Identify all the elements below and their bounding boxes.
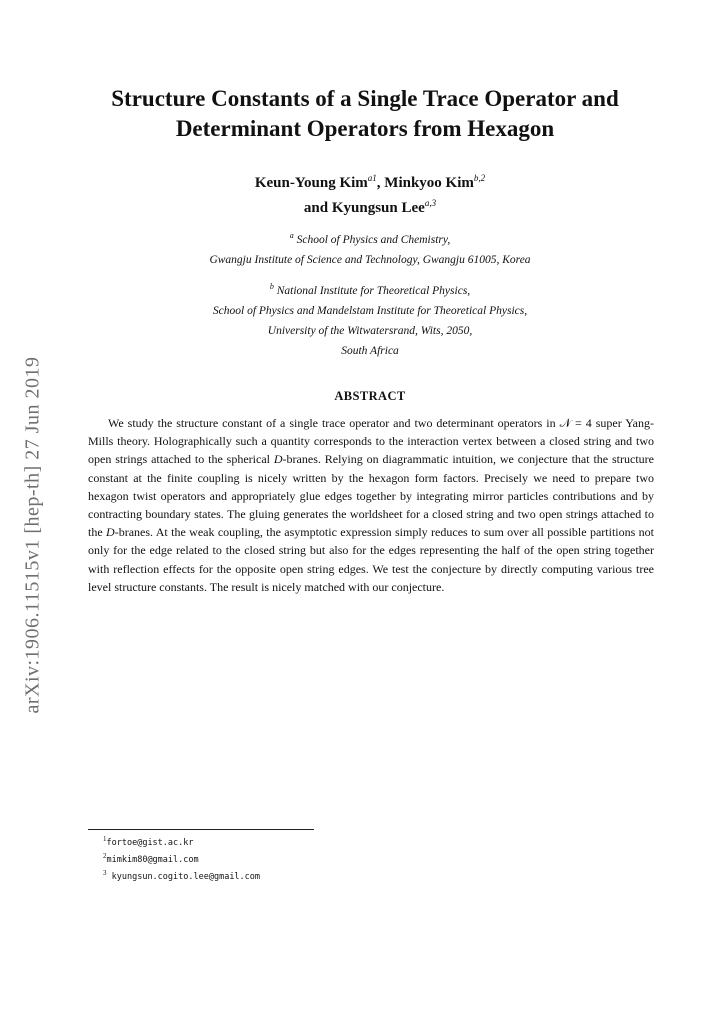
abstract-body [88, 414, 654, 596]
affiliation-line: School of Physics and Chemistry, [296, 233, 451, 246]
abstract-text: We study the structure constant of a single trace operator and two determinant operators in [108, 416, 560, 430]
footnote-mark: 2 [103, 851, 107, 860]
author-name: Keun-Young Kim [254, 175, 368, 191]
affiliation-mark: a [289, 231, 294, 240]
author-name: Kyungsun Lee [331, 200, 425, 216]
footnote-item [103, 867, 260, 884]
math-symbol-d: D [106, 525, 115, 540]
affiliation-line: National Institute for Theoretical Physics, [276, 284, 471, 297]
abstract-heading: ABSTRACT [334, 389, 406, 403]
footnote-email: kyungsun.cogito.lee@gmail.com [106, 871, 261, 882]
footnote-divider [88, 829, 314, 830]
affiliation-a [60, 226, 680, 270]
affiliation-line: University of the Witwatersrand, Wits, 2050, [267, 324, 473, 337]
footnote-mark: 3 [103, 868, 107, 877]
abstract-text: -branes. At the weak coupling, the asymptotic expression simply reduces to sum over all possible partitions not only for the edge related to the closed string but also for the edges representing the half of the open string together with reflection effects for the opposite open string edges. We test the conjecture by directly computing various tree level structure constants. The result is nicely matched with our conjecture. [88, 525, 654, 594]
author-superscript: b,2 [473, 173, 486, 183]
footnote-item [103, 850, 260, 867]
author-name: Minkyoo Kim [384, 175, 474, 191]
affiliation-b [60, 277, 680, 361]
affiliation-line: South Africa [341, 344, 399, 357]
author-superscript: a1 [367, 173, 377, 183]
affiliation-line: Gwangju Institute of Science and Technology, Gwangju 61005, Korea [209, 253, 531, 266]
math-symbol-d: D [273, 452, 283, 467]
paper-title [30, 84, 700, 144]
footnote-item [103, 833, 260, 850]
affiliation-mark: b [269, 282, 274, 291]
math-symbol-n: 𝒩 [559, 416, 572, 430]
title-line-1: Structure Constants of a Single Trace Operator and [111, 86, 619, 111]
abstract-text: -branes. Relying on diagrammatic intuition, we conjecture that the structure constant at the finite coupling is nicely written by the hexagon form factors. Precisely we need to prepare two hexagon twist operators and appropriately glue edges together by integrating mirror particles contributions and by contracting boundary states. The gluing generates the worldsheet for a closed string and two open strings attached to the [88, 452, 654, 540]
footnote-email: mimkim80@gmail.com [106, 854, 199, 865]
abstract-text: = 4 super Yang-Mills theory. Holographically such a quantity corresponds to the interaction vertex between a closed string and two open strings attached to the spherical [88, 416, 654, 467]
footnote-mark: 1 [103, 835, 107, 843]
arxiv-identifier: arXiv:1906.11515v1 [hep-th] 27 Jun 2019 [21, 356, 44, 714]
author-superscript: a,3 [424, 198, 437, 208]
author-list: Keun-Young Kim$^{a1}$, Minkyoo Kim$^{b,2}$ and Kyungsun Lee$^{a,3}$ [254, 173, 486, 216]
footnotes [103, 833, 260, 883]
author-conjunction: and [303, 200, 329, 216]
footnote-email: fortoe@gist.ac.kr [106, 837, 194, 848]
affiliation-line: School of Physics and Mandelstam Institute for Theoretical Physics, [212, 304, 528, 317]
title-line-2: Determinant Operators from Hexagon [175, 116, 555, 141]
